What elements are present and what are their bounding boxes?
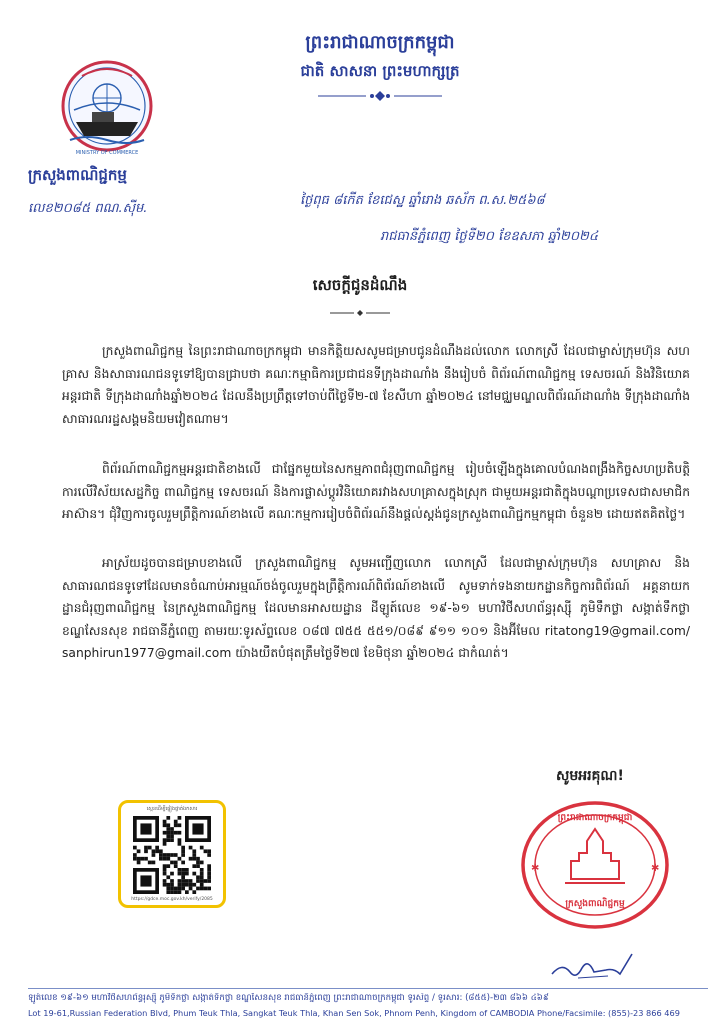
footer-divider [28,988,708,989]
reference-number: លេខ២០៨៥ ពណ.ស៊ីម. [28,201,148,216]
seal-top-text: ព្រះរាជាណាចក្រកម្ពុជា [557,813,633,823]
kingdom-heading: ព្រះរាជាណាចក្រកម្ពុជា [305,32,455,53]
seal-bottom-text: ក្រសួងពាណិជ្ជកម្ម [565,899,625,909]
footer-address-khmer: ឡូត៍លេខ ១៩-៦១ មហាវិថីសហព័ន្ធរុស្ស៊ី ភូមិទឹកថ្លា សង្កាត់ទឹកថ្លា ខណ្ឌសែនសុខ រាជធានីភ្នំពេញ ព្រះរាជាណាចក្រកម្ពុជា ទូរស័ព្ទ / ទូរសារ: (៨៥៥)-២៣ ៨៦៦ ៤៦៩ [28,993,549,1003]
signature-icon [548,950,644,984]
qr-url: https://gdce.moc.gov.kh/verify/2085 [131,897,213,902]
body-paragraph-1: ក្រសួងពាណិជ្ជកម្ម នៃព្រះរាជាណាចក្រកម្ពុជា មានកិត្តិយសសូមជម្រាបជូនដំណឹងដល់លោក លោកស្រី ដែលជាម្ចាស់ក្រុមហ៊ុន សហគ្រាស និងសាធារណជនទូទៅឱ្យបានជ្រាបថា គណៈកម្មាធិការប្រជាជនទីក្រុងដាណាំង នឹងរៀបចំ ពិព័រណ៍ពាណិជ្ជកម្ម ទេសចរណ៍ និងវិនិយោគអន្តរជាតិ ទីក្រុងដាណាំងឆ្នាំ២០២៤ ដែលនឹងប្រព្រឹត្តទៅចាប់ពីថ្ងៃទី២-៧ ខែសីហា ឆ្នាំ២០២៤ នៅមជ្ឈមណ្ឌលពិព័រណ៍ដាណាំង ទីក្រុងដាណាំង សាធារណរដ្ឋសង្គមនិយមវៀតណាម។ [62,344,690,426]
closing-thanks: សូមអរគុណ! [556,768,624,784]
svg-text:✱: ✱ [651,863,660,874]
qr-code-icon[interactable] [133,816,211,894]
ministry-logo-icon [52,56,162,162]
footer-address-english: Lot 19-61,Russian Federation Blvd, Phum Teuk Thla, Sangkat Teuk Thla, Khan Sen Sok, Phnom Penh, Kingdom of CAMBODIA Phone/Facsimile: (855)-23 866 469 [28,1008,680,1018]
body-paragraph-3: អាស្រ័យដូចបានជម្រាបខាងលើ ក្រសួងពាណិជ្ជកម្ម សូមអញ្ជើញលោក លោកស្រី ដែលជាម្ចាស់ក្រុមហ៊ុន សហគ្រាស និងសាធារណជនទូទៅដែលមានចំណាប់អារម្មណ៍ចង់ចូលរួមក្នុងព្រឹត្តិការណ៍ពិព័រណ៍ខាងលើ សូមទាក់ទងនាយកដ្ឋានកិច្ចការពិព័រណ៍ អគ្គនាយកដ្ឋានជំរុញពាណិជ្ជកម្ម នៃក្រសួងពាណិជ្ជកម្ម ដែលមានអាសយដ្ឋាន ដីឡូត៍លេខ ១៩-៦១ មហាវិថីសហព័ន្ធរុស្ស៊ី ភូមិទឹកថ្លា សង្កាត់ទឹកថ្លា ខណ្ឌសែនសុខ រាជធានីភ្នំពេញ តាមរយៈទូរស័ព្ទលេខ ០៨៧ ៧៥៥ ៥៥១/០៨៩ ៩១១ ១០១ និងអ៊ីមែល ritatong19@gmail.com/ sanphirun1977@gmail.com យ៉ាងយឺតបំផុតត្រឹមថ្ងៃទី២៧ ខែមិថុនា ឆ្នាំ២០២៤ ជាកំណត់។ [62,556,690,660]
logo-caption: MINISTRY OF COMMERCE [75,150,139,156]
ornament-divider-icon [318,90,442,102]
qr-caption: ស្កេនដើម្បីផ្ទៀងផ្ទាត់ឯកសារ [146,806,198,812]
body-paragraph-2: ពិព័រណ៍ពាណិជ្ជកម្មអន្តរជាតិខាងលើ ជាផ្នែកមួយនៃសកម្មភាពជំរុញពាណិជ្ជកម្ម រៀបចំឡើងក្នុងគោលបំណងពង្រឹងកិច្ចសហប្រតិបត្តិការលើវិស័យសេដ្ឋកិច្ច ពាណិជ្ជកម្ម ទេសចរណ៍ និងការផ្លាស់ប្តូរវិនិយោគរវាងសហគ្រាសក្នុងស្រុក ជាមួយអន្តរជាតិក្នុងបណ្តាប្រទេសជាសមាជិកអាស៊ាន។ ជុំវិញការចូលរួមព្រឹត្តិការណ៍ខាងលើ គណៈកម្មការរៀបចំពិព័រណ៍នឹងផ្តល់ស្តង់ជូនក្រសួងពាណិជ្ជកម្មកម្ពុជា ចំនួន២ ដោយឥតគិតថ្លៃ។ [62,462,690,521]
qr-verification-card[interactable] [118,800,226,908]
national-motto: ជាតិ សាសនា ព្រះមហាក្សត្រ [300,62,460,80]
lunar-date: ថ្ងៃពុធ ៨កើត ខែជេស្ឋ ឆ្នាំរោង ឆស័ក ព.ស.២៥៦៨ [300,193,545,208]
svg-text:✱: ✱ [531,863,540,874]
title-divider-icon [330,310,390,316]
document-title: សេចក្តីជូនដំណឹង [312,276,408,294]
ministry-name: ក្រសួងពាណិជ្ជកម្ម [28,166,127,184]
solar-date: រាជធានីភ្នំពេញ ថ្ងៃទី២០ ខែឧសភា ឆ្នាំ២០២៤ [380,229,599,244]
